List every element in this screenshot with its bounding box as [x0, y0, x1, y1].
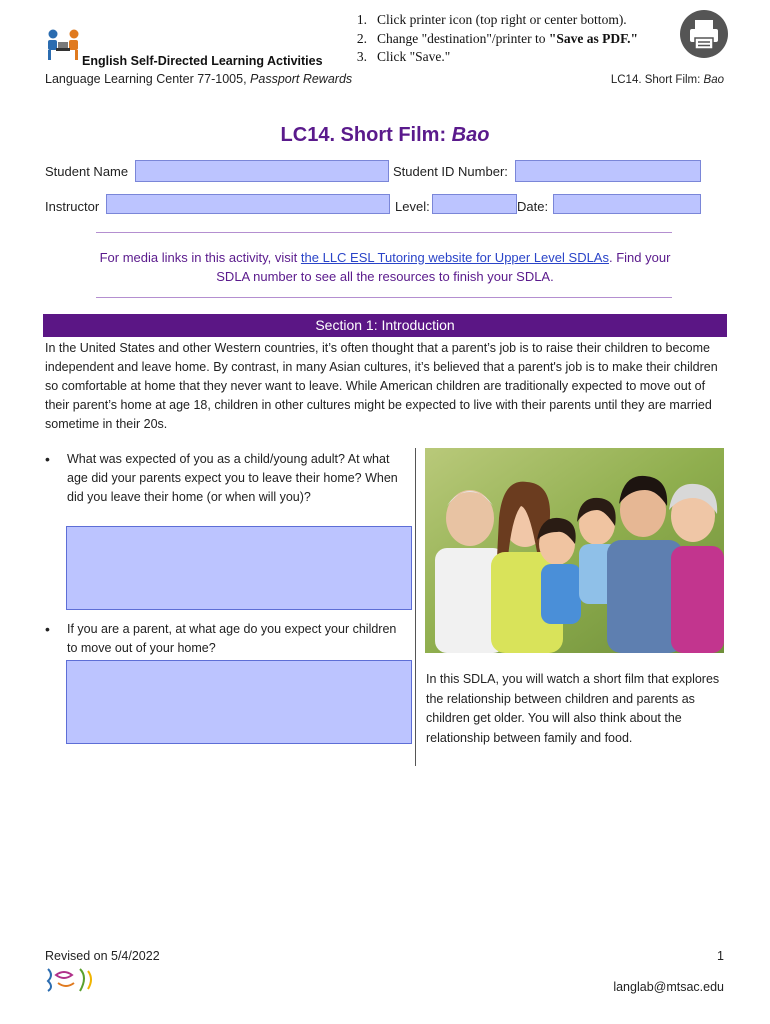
question-1 — [45, 450, 400, 507]
instruction-number: 2. — [356, 30, 367, 46]
question-2-text: If you are a parent, at what age do you expect your children to move out of your home? — [67, 622, 397, 655]
contact-email: langlab@mtsac.edu — [613, 980, 724, 994]
photo-caption: In this SDLA, you will watch a short film that explores the relationship between children and parents as children get older. You will also think about the relationship between family and food. — [426, 672, 720, 745]
answer-1-field[interactable] — [66, 526, 412, 610]
subtitle-italic: Passport Rewards — [250, 72, 353, 86]
subtitle-main: Language Learning Center 77-1005, — [45, 72, 251, 86]
media-note-before: For media links in this activity, visit — [99, 250, 301, 265]
instructor-field[interactable] — [106, 194, 390, 214]
date-label: Date: — [517, 199, 549, 214]
llc-logo-icon — [44, 28, 82, 62]
level-label: Level: — [395, 199, 430, 214]
student-name-label: Student Name — [45, 164, 129, 179]
title-main: LC14. Short Film: — [280, 124, 452, 146]
print-button[interactable] — [680, 10, 728, 58]
question-2 — [45, 620, 400, 658]
page-number: 1 — [717, 949, 724, 963]
instruction-number: 3. — [356, 49, 367, 64]
section-1-header: Section 1: Introduction — [43, 314, 727, 337]
student-name-field[interactable] — [135, 160, 389, 182]
title-italic: Bao — [451, 124, 490, 146]
student-id-label: Student ID Number: — [393, 164, 508, 179]
instruction-item — [345, 11, 638, 30]
header-right-label — [611, 74, 724, 86]
student-id-field[interactable] — [515, 160, 701, 182]
page-title — [0, 124, 770, 147]
question-1-text: What was expected of you as a child/young adult? At what age did your parents expect you to leave their home? When did you leave their home (or when will you)? — [67, 452, 398, 504]
divider-top — [96, 232, 672, 233]
print-instructions — [345, 11, 638, 67]
instructor-label: Instructor — [45, 199, 100, 214]
learning-logo-icon — [44, 965, 96, 993]
instruction-item — [345, 48, 638, 67]
divider-bottom — [96, 297, 672, 298]
intro-paragraph: In the United States and other Western countries, it’s often thought that a parent’s job is to raise their children to become independent and leave home. By contrast, in many Asian cultures, it’s believed that a parent's job is to make their children so comfortable at home that they never want to leave. While American children are traditionally expected to move out of their parent’s home at age 18, children in other cultures might be expected to live with their parents until they are married sometime in their 20s. — [45, 341, 718, 431]
header-right-italic: Bao — [703, 74, 724, 86]
answer-2-field[interactable] — [66, 660, 412, 744]
instruction-number: 1. — [356, 12, 367, 27]
header-right-main: LC14. Short Film: — [610, 74, 704, 86]
media-note-after: . Find your SDLA number to see all the resources to finish your SDLA. — [216, 250, 671, 284]
level-field[interactable] — [432, 194, 517, 214]
media-note — [96, 248, 674, 286]
date-field[interactable] — [553, 194, 701, 214]
printer-icon — [680, 10, 728, 58]
header-subtitle — [45, 72, 352, 86]
header-title: English Self-Directed Learning Activities — [82, 54, 323, 68]
instruction-item — [345, 30, 638, 49]
column-divider — [415, 448, 416, 766]
family-photo — [425, 448, 724, 653]
instruction-text: Click "Save." — [377, 49, 451, 64]
sdla-website-link[interactable]: the LLC ESL Tutoring website for Upper Level SDLAs — [300, 250, 609, 265]
bullet-icon: • — [45, 451, 50, 467]
instruction-text: Click printer icon (top right or center bottom). — [377, 12, 627, 27]
bullet-icon: • — [45, 621, 50, 637]
revised-date: Revised on 5/4/2022 — [45, 949, 160, 963]
instruction-text: Change "destination"/printer to — [377, 30, 549, 46]
instruction-bold-text: "Save as PDF." — [548, 30, 638, 46]
